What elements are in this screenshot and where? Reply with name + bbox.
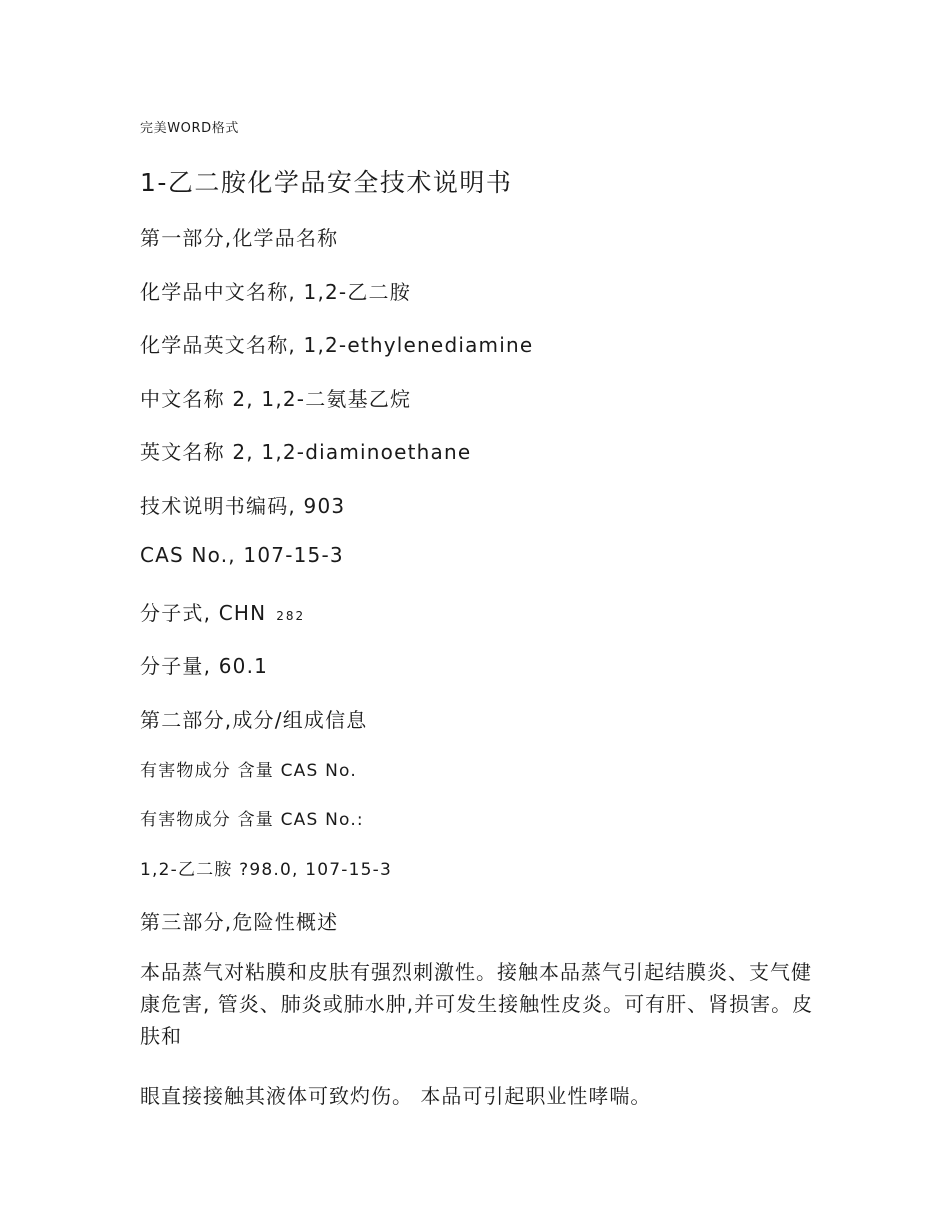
molecular-formula-subscript: 282 [276, 609, 306, 623]
english-name2-line: 英文名称 2, 1,2-diaminoethane [140, 440, 472, 464]
document-title: 1-乙二胺化学品安全技术说明书 [140, 168, 513, 197]
hazard-paragraph-continued: 眼直接接触其液体可致灼伤。 本品可引起职业性哮喘。 [140, 1084, 652, 1108]
english-name-line: 化学品英文名称, 1,2-ethylenediamine [140, 333, 534, 357]
chinese-name2-line: 中文名称 2, 1,2-二氨基乙烷 [140, 387, 412, 411]
page-header: 完美WORD格式 [140, 121, 239, 136]
chinese-name-line: 化学品中文名称, 1,2-乙二胺 [140, 280, 411, 304]
cas-number-line: CAS No., 107-15-3 [140, 543, 344, 567]
molecular-formula-text: 分子式, CHN [140, 601, 267, 625]
section-heading-part2: 第二部分,成分/组成信息 [140, 708, 368, 732]
molecular-formula-line [140, 597, 305, 626]
composition-row: 1,2-乙二胺 ?98.0, 107-15-3 [140, 860, 393, 880]
section-heading-part3: 第三部分,危险性概述 [140, 910, 339, 934]
composition-header-1: 有害物成分 含量 CAS No. [140, 761, 357, 781]
msds-code-line: 技术说明书编码, 903 [140, 494, 346, 518]
section-heading-part1: 第一部分,化学品名称 [140, 226, 339, 250]
composition-header-2: 有害物成分 含量 CAS No.: [140, 810, 364, 830]
hazard-paragraph: 本品蒸气对粘膜和皮肤有强烈刺激性。接触本品蒸气引起结膜炎、支气健康危害, 管炎、肺炎或肺水肿,并可发生接触性皮炎。可有肝、肾损害。皮肤和 [140, 960, 814, 1048]
molecular-weight-line: 分子量, 60.1 [140, 654, 269, 678]
